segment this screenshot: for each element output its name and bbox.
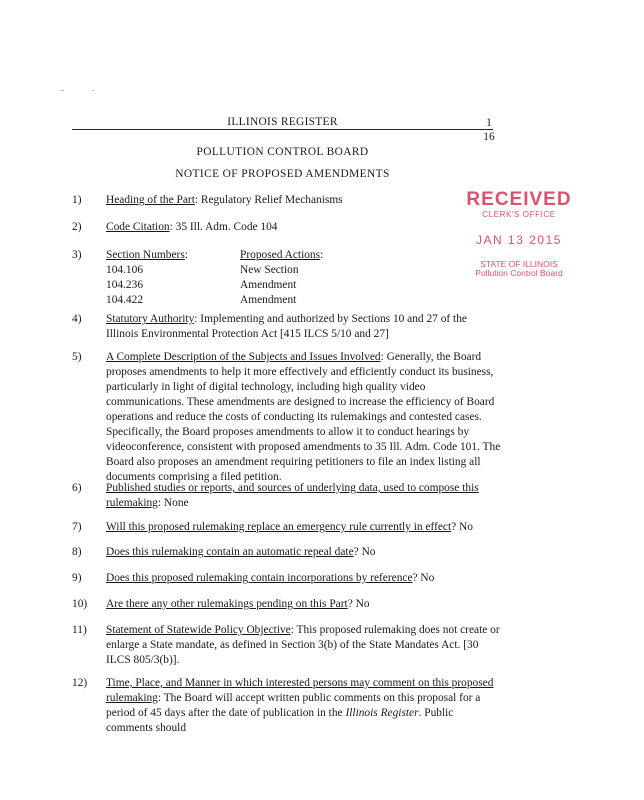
proposed-action: New Section [240,264,299,276]
item-body [106,545,502,560]
item-label: Heading of the Part [106,194,195,206]
item-number: 1) [72,194,82,206]
item-text: ? No [451,521,473,533]
stamp-state-line1: STATE OF ILLINOIS [480,259,558,269]
item-label: Statement of Statewide Policy Objective [106,624,291,636]
item-number: 3) [72,249,82,261]
item-text: ? No [347,598,370,610]
section-number: 104.236 [106,279,144,291]
item-label: Code Citation [106,221,170,233]
item-text: : Regulatory Relief Mechanisms [194,194,343,206]
item-text: : None [157,497,189,509]
section-number: 104.106 [106,264,144,276]
item-number: 4) [72,313,82,325]
page-number-top: 1 [486,117,492,129]
item-body [106,481,502,511]
item-body [106,676,502,736]
item-label: Does this proposed rulemaking contain incorporations by reference [106,572,413,584]
scan-speck [92,90,94,91]
item-body [106,571,502,586]
stamp-date: JAN 13 2015 [476,233,562,247]
header-colon: : [184,249,188,261]
header-rule [72,129,493,130]
item-number: 7) [72,521,82,533]
item-label: Are there any other rulemakings pending on this Part [106,598,348,610]
item-label: Does this rulemaking contain an automatic repeal date [106,546,354,558]
item-body [106,520,502,535]
stamp-state-line2: Pollution Control Board [475,268,563,278]
item-body [106,350,502,485]
item-label: Will this proposed rulemaking replace an emergency rule currently in effect [106,521,452,533]
header-colon: : [320,249,324,261]
notice-title: NOTICE OF PROPOSED AMENDMENTS [175,168,390,180]
item-text: ? No [412,572,435,584]
proposed-actions-header [240,248,380,263]
item-text: : The Board will accept written public comments on this proposal for a period of 45 days after the date of publication in the [106,692,481,719]
board-name: POLLUTION CONTROL BOARD [196,146,369,158]
item-label: A Complete Description of the Subjects and Issues Involved [106,351,381,363]
item-body [106,597,502,612]
proposed-actions-heading: Proposed Actions [240,249,321,261]
item-number: 10) [72,598,88,610]
stamp-office: CLERK'S OFFICE [482,210,556,219]
item-text: : 35 Ill. Adm. Code 104 [169,221,278,233]
item-text: : This proposed rulemaking does not create or enlarge a State mandate, as defined in Section 3(b) of the State Mandates Act. [30 ILCS 805/3(b)]. [106,624,500,666]
proposed-action: Amendment [240,279,297,291]
item-number: 6) [72,482,82,494]
proposed-actions-column [240,248,380,308]
item-body [106,193,502,208]
item-number: 8) [72,546,82,558]
item-number: 2) [72,221,82,233]
item-body [106,220,502,235]
proposed-action: Amendment [240,294,297,306]
item-text: : Generally, the Board proposes amendments to help it more effectively and efficiently conduct its business, particularly in light of digital technology, including high quality video communications. These amendments are designed to increase the efficiency of Board operations and reduce the costs of conducting its rulemakings and contested cases. Specifically, the Board proposes amendments to allow it to conduct hearings by videoconference, consistent with proposed amendments to 35 Ill. Adm. Code 101. The Board also proposes an amendment requiring petitioners to file an index listing all documents comprising a filed petition. [106,351,501,483]
register-title: ILLINOIS REGISTER [227,116,338,128]
stamp-received: RECEIVED [466,189,572,210]
item-text: : Implementing and authorized by Sections 10 and 27 of the Illinois Environmental Protection Act [415 ILCS 5/10 and 27] [106,313,467,340]
item-number: 9) [72,572,82,584]
item-body [106,312,502,342]
item-text-tail: . Public comments should [106,707,454,734]
item-label: Published studies or reports, and sources of underlying data, used to compose this rulemaking [106,482,479,509]
item-text: ? No [353,546,376,558]
item-label: Statutory Authority [106,313,195,325]
item-text-italic: Illinois Register [345,707,419,719]
scan-speck [60,90,64,91]
page-number [482,116,496,144]
item-body [106,623,502,668]
section-numbers-header [106,248,226,263]
item-number: 5) [72,351,82,363]
section-numbers-column [106,248,226,308]
page-number-bottom: 16 [483,131,495,143]
item-number: 12) [72,677,88,689]
item-label: Time, Place, and Manner in which interested persons may comment on this proposed rulemaking [106,677,494,704]
item-number: 11) [72,624,87,636]
section-number: 104.422 [106,294,144,306]
section-numbers-heading: Section Numbers [106,249,185,261]
